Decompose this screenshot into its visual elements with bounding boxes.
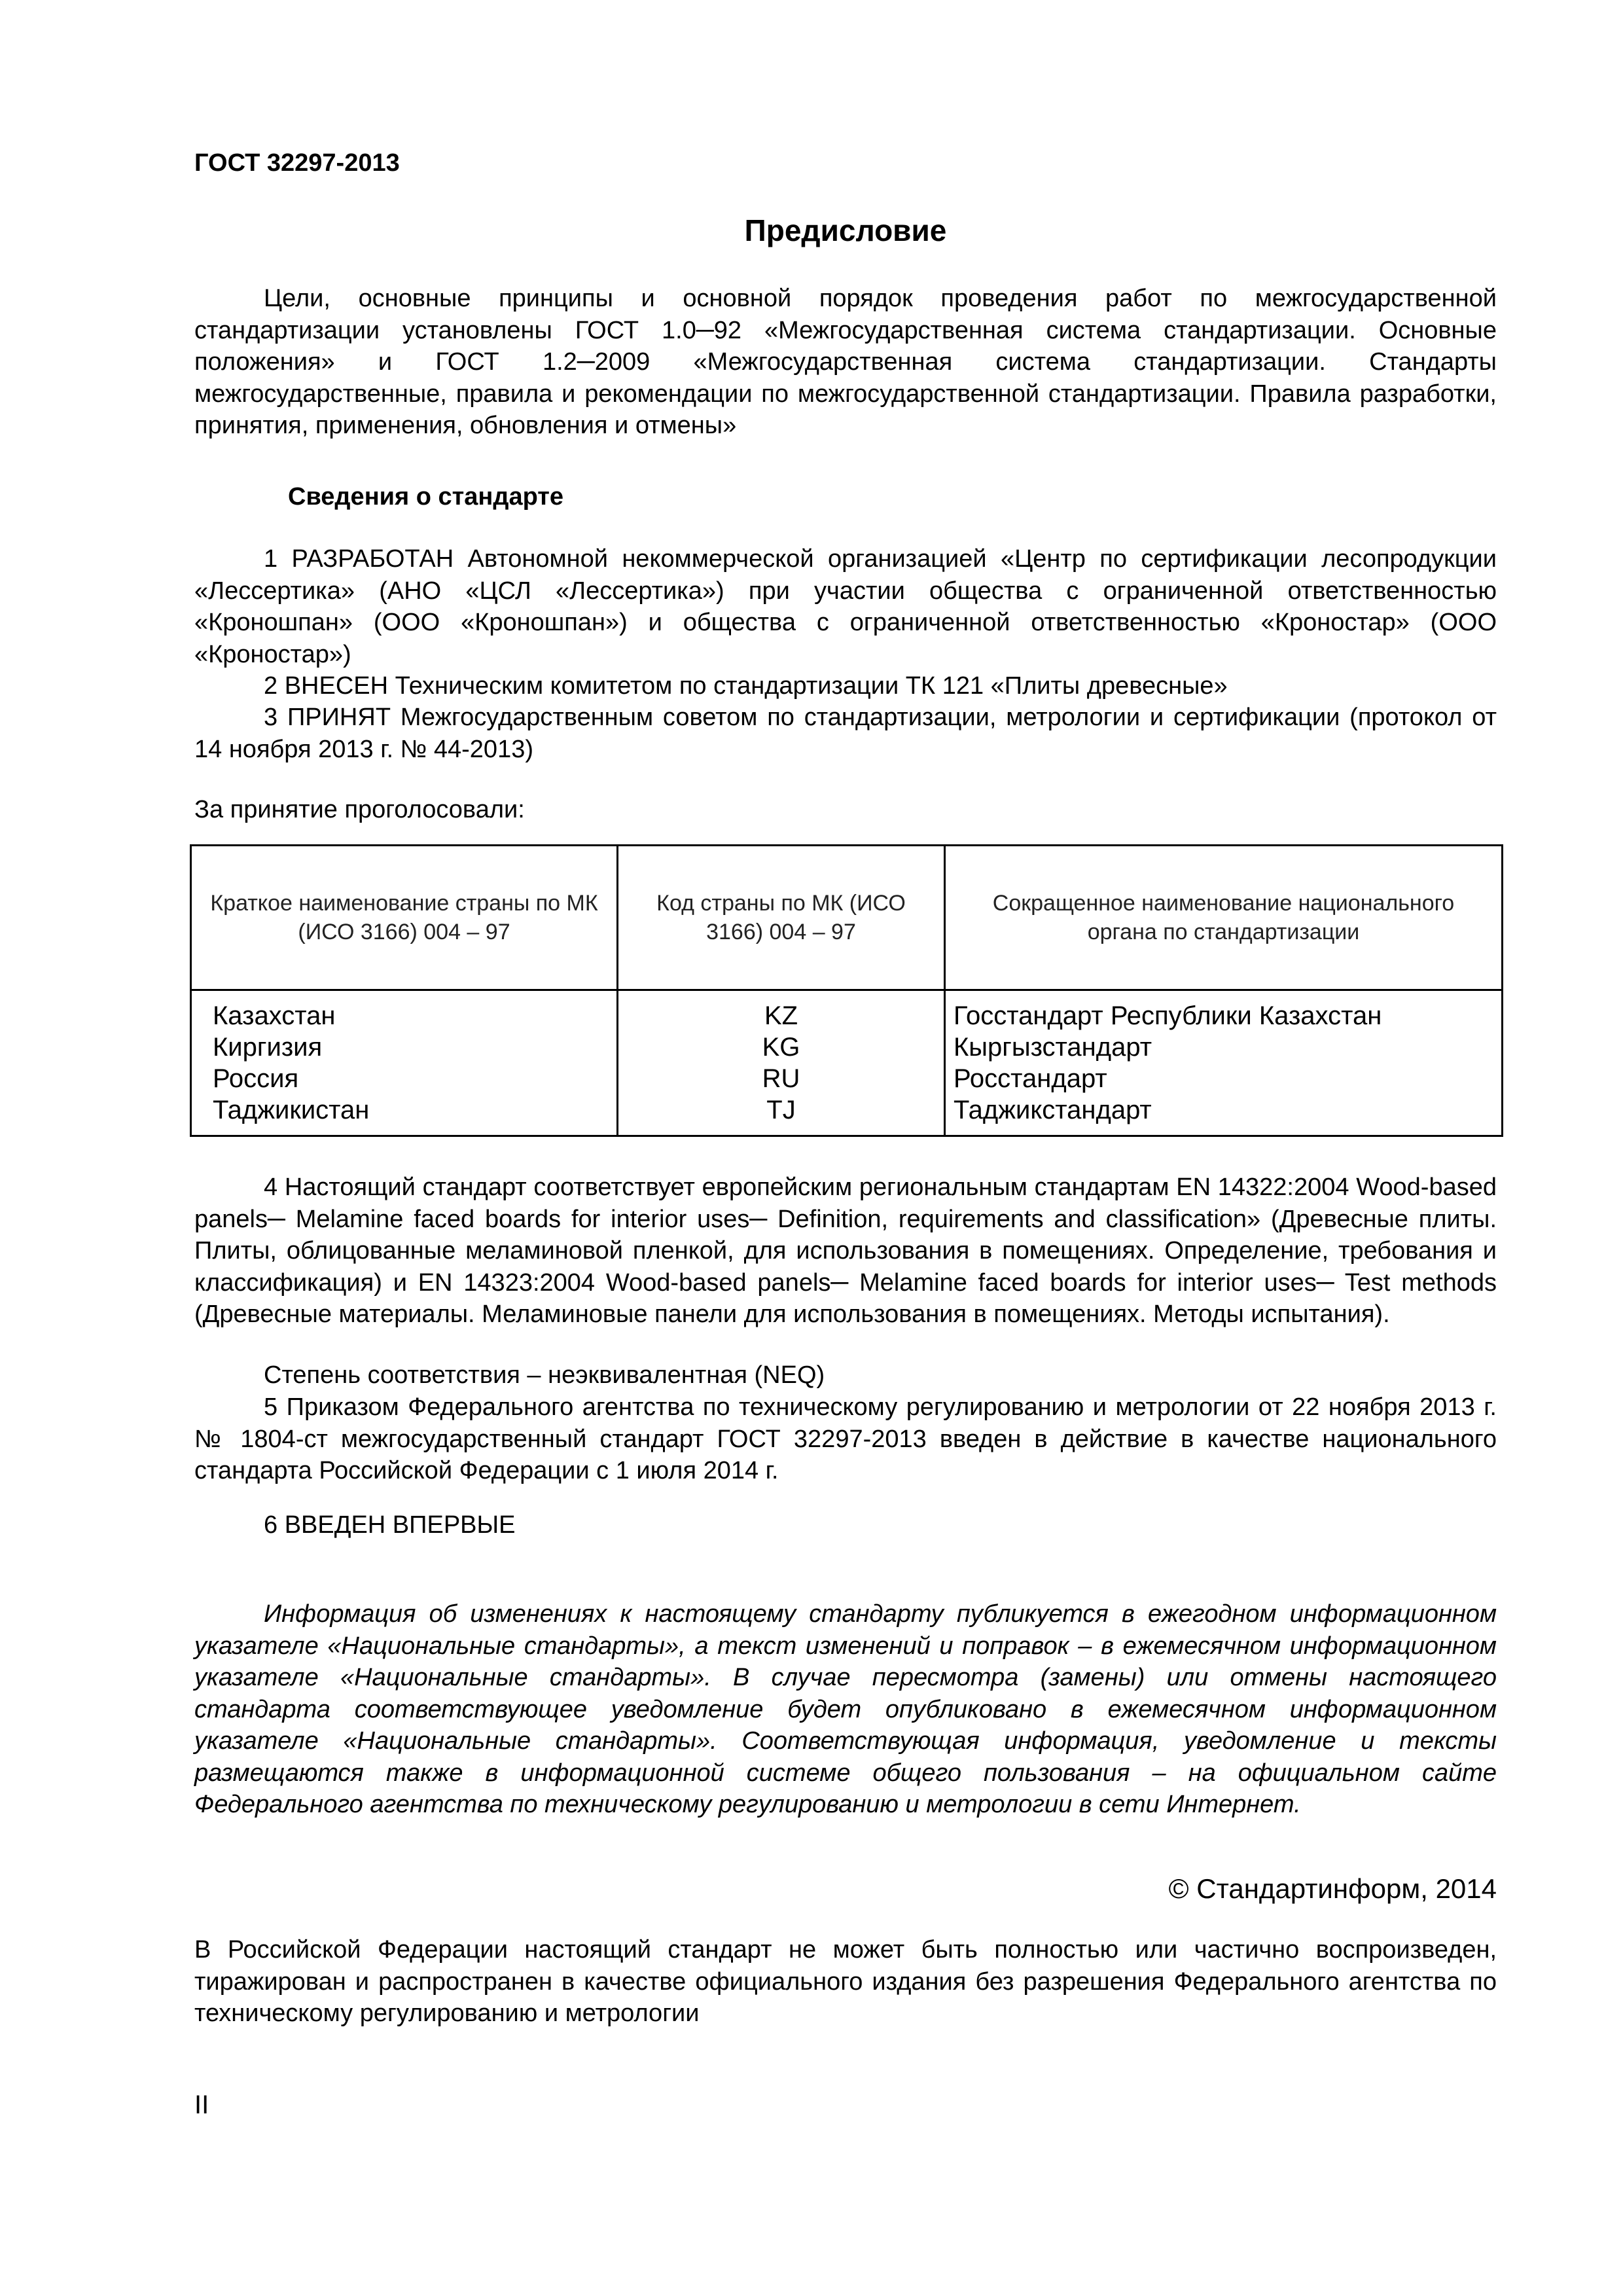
header-country-code: Код страны по МК (ИСО 3166) 004 – 97 (618, 846, 945, 990)
standards-body: Кыргызстандарт (954, 1033, 1152, 1062)
header-standards-body: Сокращенное наименование национального органа по стандартизации (945, 846, 1503, 990)
country-name: Таджикистан (213, 1096, 370, 1124)
item-6-introduced: 6 ВВЕДЕН ВПЕРВЫЕ (264, 1511, 516, 1539)
standards-body: Госстандарт Республики Казахстан (954, 1001, 1382, 1030)
document-number: ГОСТ 32297-2013 (194, 149, 400, 177)
standards-body: Таджикстандарт (954, 1096, 1152, 1124)
copyright: © Стандартинформ, 2014 (1168, 1873, 1497, 1904)
reproduction-notice: В Российской Федерации настоящий стандарт не может быть полностью или частично воспроизведен, тиражирован и распространен в качестве официального издания без разрешения Федерального агентства по техническому регулированию и метрологии (194, 1936, 1497, 2027)
changes-notice: Информация об изменениях к настоящему стандарту публикуется в ежегодном информационном указателе «Национальные стандарты», а текст изменений и поправок – в ежемесячном информационном указателе «Национальные стандарты». В случае пересмотра (замены) или отмены настоящего стандарта соответствующее уведомление будет опубликовано в ежемесячном информационном указателе «Национальные стандарты». Соответствующая информация, уведомление и тексты размещаются также в информационной системе общего пользования – на официальном сайте Федерального агентства по техническому регулированию и метрологии в сети Интернет. (194, 1600, 1497, 1818)
item-2-submitted: 2 ВНЕСЕН Техническим комитетом по стандартизации ТК 121 «Плиты древесные» (264, 672, 1228, 700)
country-code: KG (762, 1033, 800, 1062)
country-name: Казахстан (213, 1001, 336, 1030)
standard-info-title: Сведения о стандарте (288, 483, 564, 511)
standards-body: Росстандарт (954, 1064, 1107, 1093)
voted-label: За принятие проголосовали: (194, 796, 525, 823)
foreword-title: Предисловие (744, 213, 947, 247)
country-name: Киргизия (213, 1033, 323, 1062)
country-code: TJ (766, 1096, 796, 1124)
page-number: II (194, 2090, 209, 2119)
table-row (191, 990, 1503, 1136)
foreword-intro: Цели, основные принципы и основной порядок проведения работ по межгосударственной стандартизации установлены ГОСТ 1.0─92 «Межгосударственная система стандартизации. Основные положения» и ГОСТ 1.2─2009 «Межгосударственная система стандартизации. Стандарты межгосударственные, правила и рекомендации по межгосударственной стандартизации. Правила разработки, принятия, применения, обновления и отмены» (194, 285, 1497, 439)
country-name: Россия (213, 1064, 299, 1093)
voting-table (190, 844, 1503, 1137)
country-code: RU (762, 1064, 800, 1093)
country-codes-cell (618, 990, 945, 1136)
item-5-order: 5 Приказом Федерального агентства по техническому регулированию и метрологии от 22 ноября 2013 г. № 1804-ст межгосударственный стандарт ГОСТ 32297-2013 введен в действие в качестве национального стандарта Российской Федерации с 1 июля 2014 г. (194, 1393, 1497, 1484)
country-code: KZ (764, 1001, 798, 1030)
item-3-adopted: 3 ПРИНЯТ Межгосударственным советом по стандартизации, метрологии и сертификации (протокол от 14 ноября 2013 г. № 44-2013) (194, 704, 1497, 763)
conformity-degree: Степень соответствия – неэквивалентная (NEQ) (264, 1361, 825, 1389)
item-1-developed: 1 РАЗРАБОТАН Автономной некоммерческой организацией «Центр по сертификации лесопродукции «Лессертика» (АНО «ЦСЛ «Лессертика») при участии общества с ограниченной ответственностью «Кроношпан» (ООО «Кроношпан») и общества с ограниченной ответственностью «Кроностар» (ООО «Кроностар») (194, 545, 1497, 668)
header-country-name: Краткое наименование страны по МК (ИСО 3166) 004 – 97 (191, 846, 618, 990)
table-header-row (191, 846, 1503, 990)
item-4-conformity-standards: 4 Настоящий стандарт соответствует европейским региональным стандартам EN 14322:2004 Wood-based panels─ Melamine faced boards for interior uses─ Definition, requirements and classification» (Древесные плиты. Плиты, облицованные меламиновой пленкой, для использования в помещениях. Определение, требования и классификация) и EN 14323:2004 Wood-based panels─ Melamine faced boards for interior uses─ Test methods (Древесные материалы. Меламиновые панели для использования в помещениях. Методы испытания). (194, 1174, 1497, 1328)
country-names-cell (191, 990, 618, 1136)
standards-bodies-cell (945, 990, 1503, 1136)
